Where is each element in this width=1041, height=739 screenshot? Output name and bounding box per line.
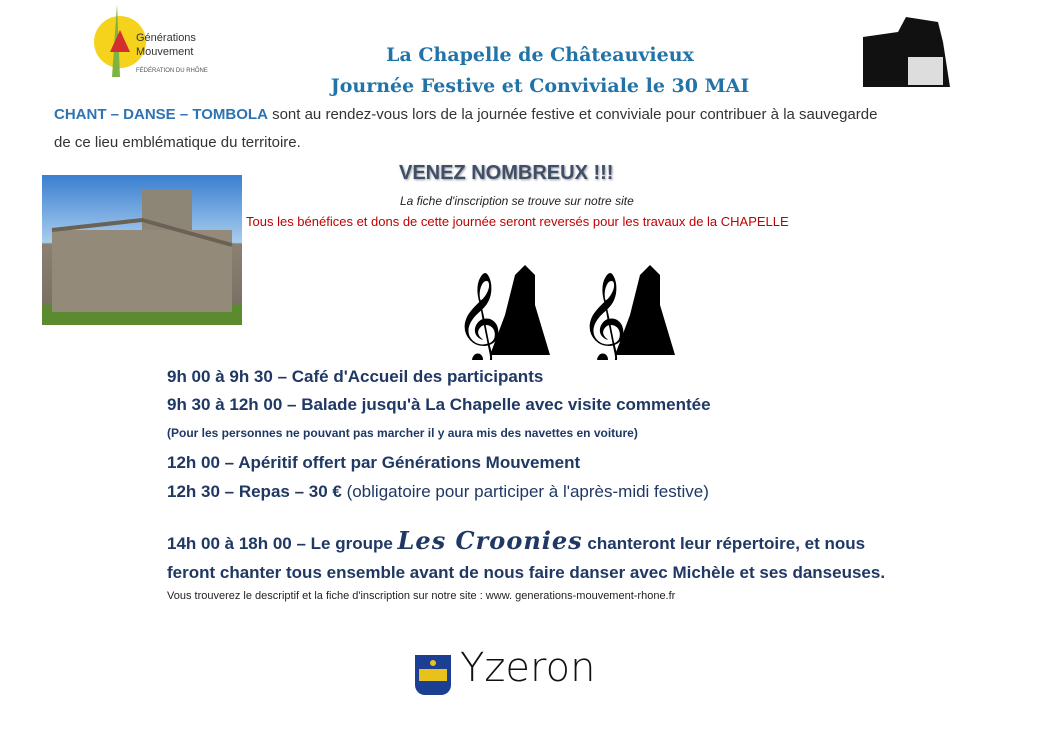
generations-mouvement-logo: [92, 2, 222, 80]
inscription-note: La fiche d'inscription se trouve sur notre site: [400, 194, 634, 208]
music-dance-illustration: [455, 255, 705, 365]
repas-note: (obligatoire pour participer à l'après-midi festive): [341, 482, 709, 501]
schedule-item: 12h 00 – Apéritif offert par Générations Mouvement: [167, 453, 581, 472]
logo-text: FÉDÉRATION DU RHÔNE: [136, 68, 208, 74]
logo-text: Mouvement: [136, 46, 194, 58]
intro-line-1: [54, 106, 877, 123]
chapel-photo: [42, 175, 242, 325]
treble-clef-icon: 𝄞: [455, 273, 503, 360]
yzeron-coat-of-arms-icon: [415, 655, 451, 695]
schedule-item: [167, 526, 865, 555]
logo-text: Générations: [136, 32, 196, 44]
intro-highlight: CHANT – DANSE – TOMBOLA: [54, 106, 268, 123]
treble-clef-icon: 𝄞: [580, 273, 628, 360]
schedule-item: 9h 30 à 12h 00 – Balade jusqu'à La Chapelle avec visite commentée: [167, 395, 711, 414]
schedule-text: chanteront leur répertoire, et nous: [582, 534, 866, 553]
venez-nombreux-heading: VENEZ NOMBREUX !!!: [399, 162, 614, 184]
schedule-item: feront chanter tous ensemble avant de nous faire danser avec Michèle et ses danseuses.: [167, 563, 886, 582]
schedule-note: (Pour les personnes ne pouvant pas marcher il y aura mis des navettes en voiture): [167, 426, 638, 440]
repas-label: 12h 30 – Repas – 30 €: [167, 482, 342, 501]
band-name: Les Croonies: [397, 526, 583, 555]
intro-line-2: de ce lieu emblématique du territoire.: [54, 134, 301, 151]
intro-text: sont au rendez-vous lors de la journée festive et conviviale pour contribuer à la sauvegarde: [267, 106, 878, 123]
town-name: Yzeron: [460, 645, 596, 691]
title-line-1: La Chapelle de Châteauvieux: [386, 44, 694, 66]
benefits-note: Tous les bénéfices et dons de cette journée seront reversés pour les travaux de la CHAPELLE: [246, 214, 789, 229]
schedule-text: 14h 00 à 18h 00 – Le groupe: [167, 534, 398, 553]
schedule-item: [167, 482, 709, 502]
website-footer: Vous trouverez le descriptif et la fiche d'inscription sur notre site : www. generations-mouvement-rhone.fr: [167, 590, 676, 602]
schedule-item: 9h 00 à 9h 30 – Café d'Accueil des participants: [167, 367, 544, 386]
chapel-silhouette-image: [858, 12, 953, 93]
title-line-2: Journée Festive et Conviviale le 30 MAI: [330, 75, 750, 97]
